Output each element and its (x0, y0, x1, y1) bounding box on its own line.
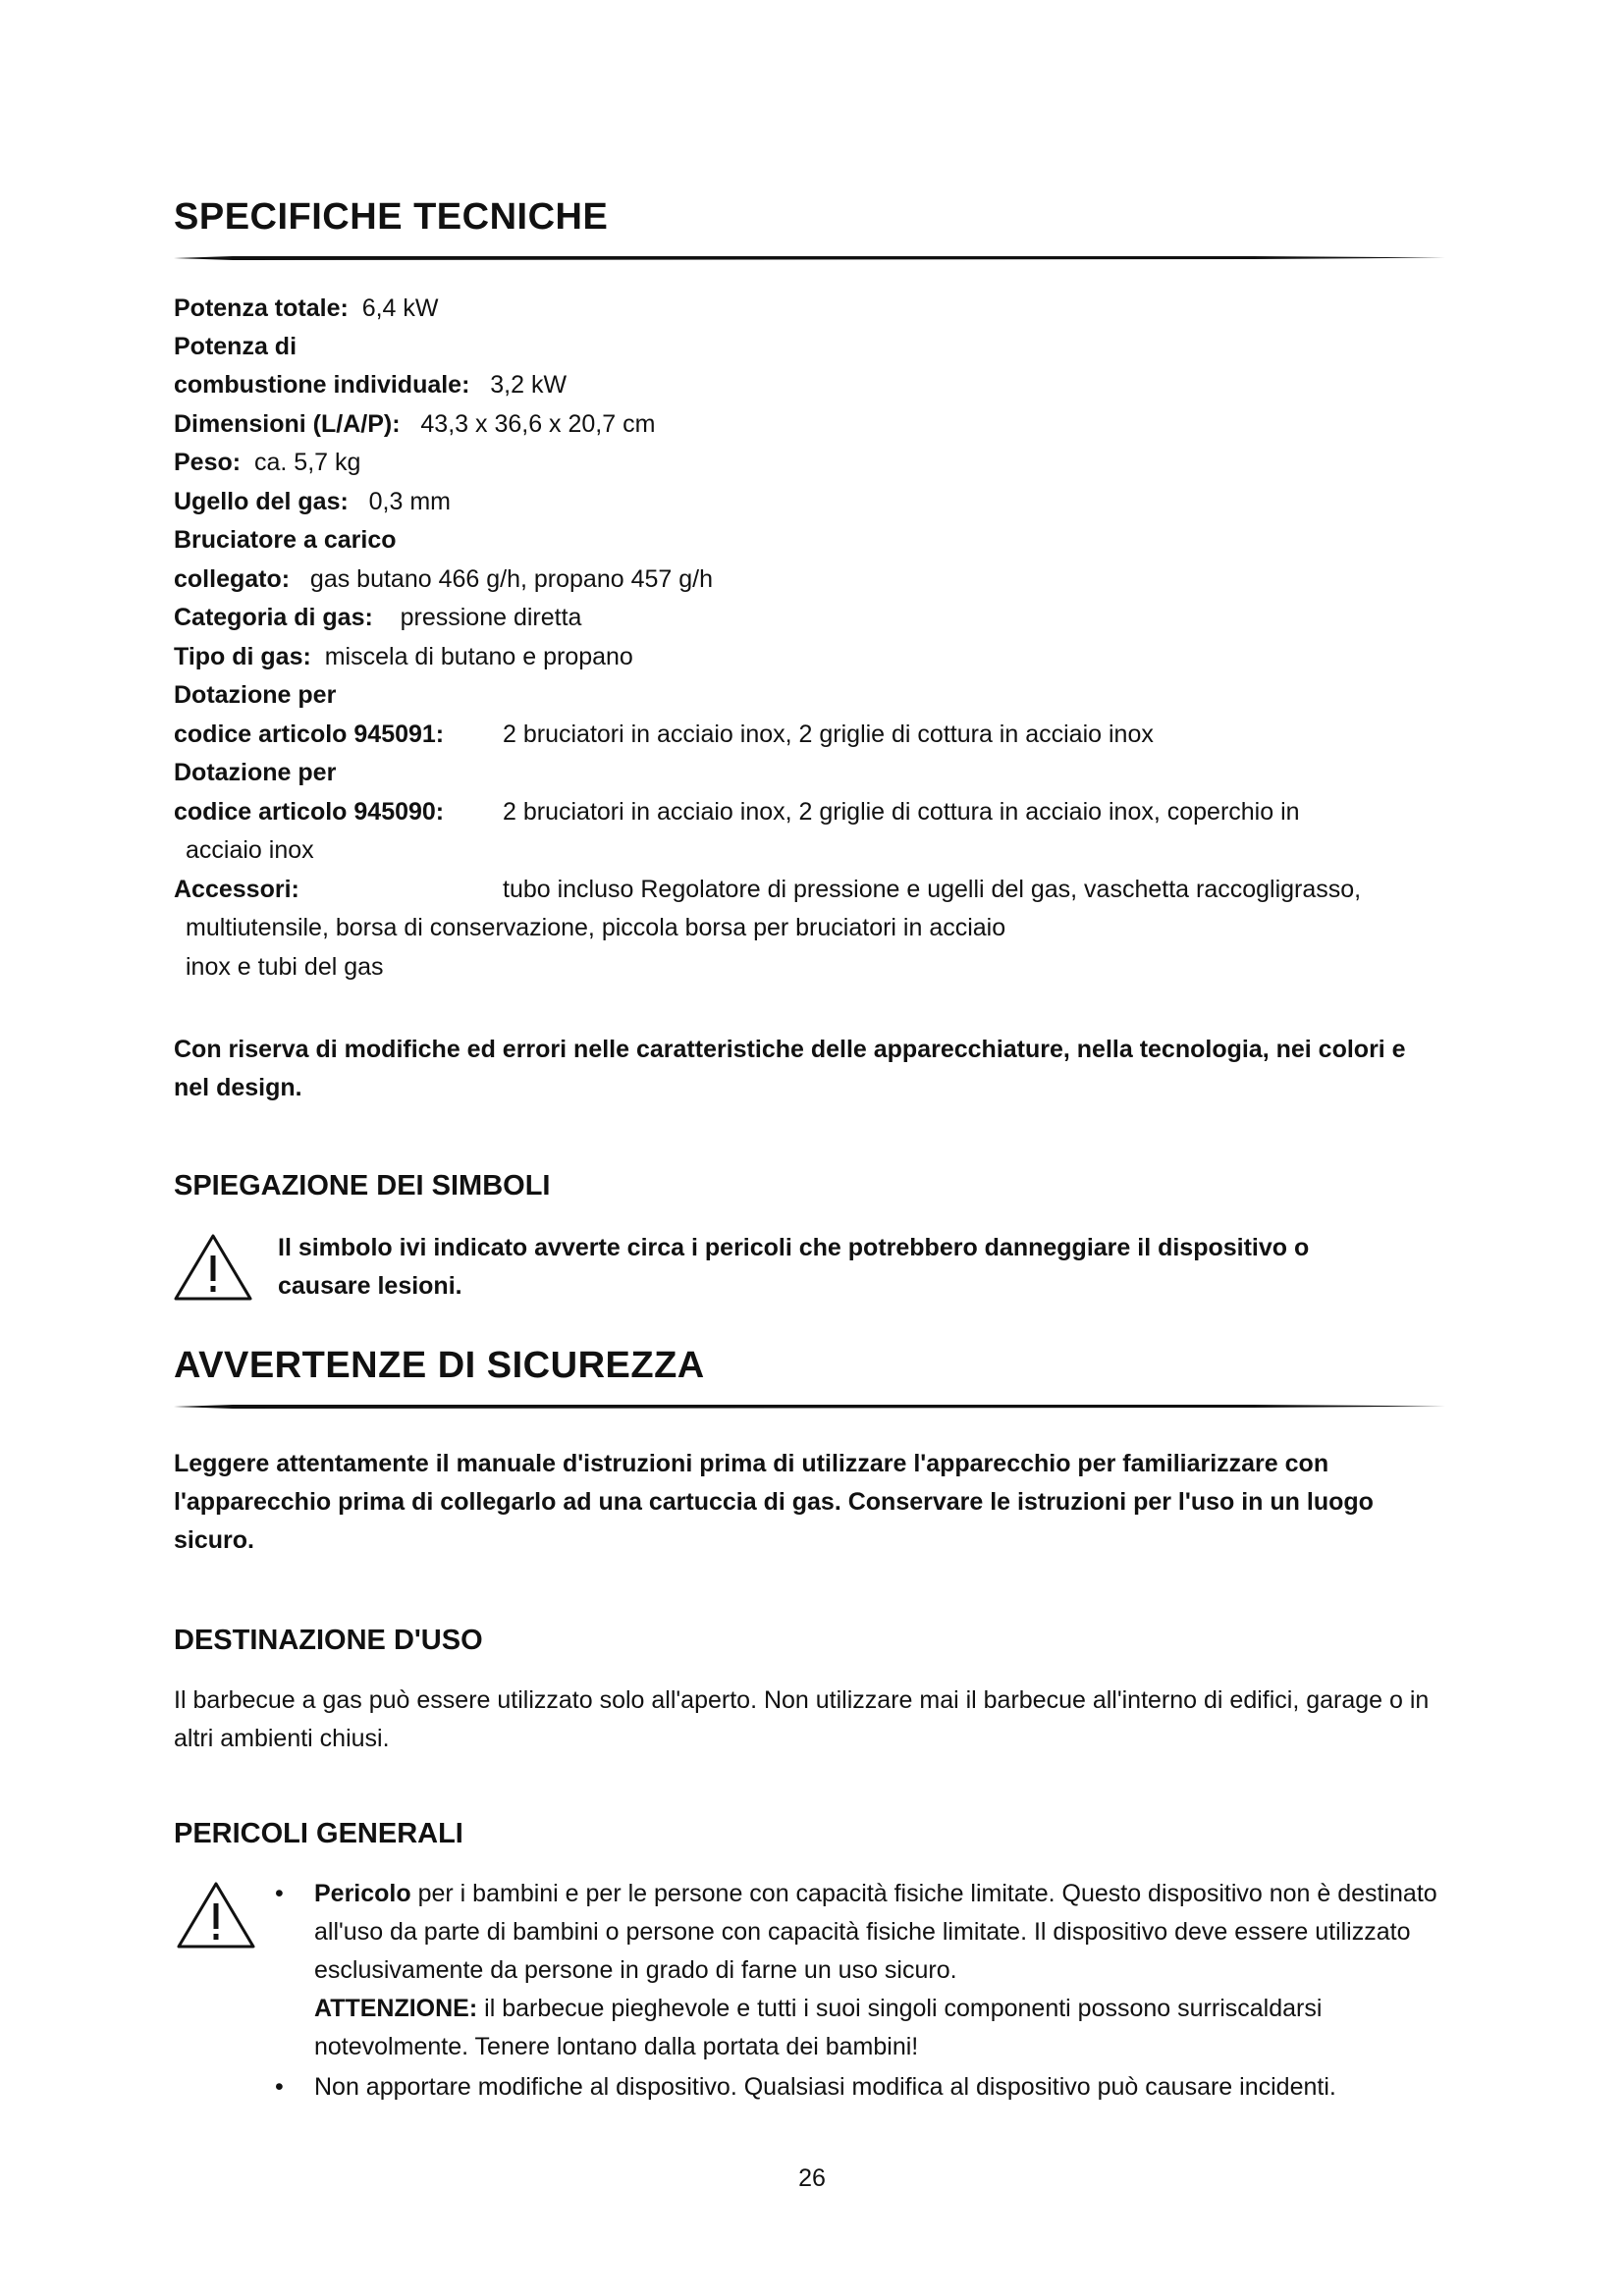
heading-specifiche-tecniche: SPECIFICHE TECNICHE (174, 196, 609, 238)
list-item (275, 2068, 1443, 2107)
spec-label: Ugello del gas: (174, 488, 349, 515)
heading-spiegazione-simboli: SPIEGAZIONE DEI SIMBOLI (174, 1170, 551, 1201)
spec-label: codice articolo 945090: (174, 798, 445, 826)
spec-value: miscela di butano e propano (324, 643, 633, 670)
safety-intro-text: Leggere attentamente il manuale d'istruzioni prima di utilizzare l'apparecchio per familiarizzare con l'apparecchio prima di collegarlo ad una cartuccia di gas. Conservare le istruzioni per l'uso in un luogo sicuro. (174, 1450, 1374, 1554)
spec-label: Accessori: (174, 876, 299, 903)
hazard-text: per i bambini e per le persone con capacità fisiche limitate. Questo dispositivo non è destinato all'uso da parte di bambini o persone con capacità fisiche limitate. Il dispositivo deve essere utilizzato esclusivamente da persone in grado di farne un uso sicuro. (314, 1880, 1437, 1984)
spec-value: 43,3 x 36,6 x 20,7 cm (420, 410, 656, 438)
spec-value: multiutensile, borsa di conservazione, piccola borsa per bruciatori in acciaio (186, 914, 1006, 941)
heading-rule (174, 1402, 1445, 1412)
spec-value: 6,4 kW (361, 294, 439, 322)
spec-value: 2 bruciatori in acciaio inox, 2 griglie di cottura in acciaio inox, coperchio in (503, 798, 1300, 826)
spec-value: 2 bruciatori in acciaio inox, 2 griglie di cottura in acciaio inox (503, 721, 1154, 748)
spec-label: Potenza totale: (174, 294, 349, 322)
spec-value: inox e tubi del gas (186, 953, 384, 981)
spec-label: Dotazione per (174, 681, 337, 709)
spec-label: combustione individuale: (174, 371, 470, 399)
hazard-text: Non apportare modifiche al dispositivo. Qualsiasi modifica al dispositivo può causare incidenti. (314, 2073, 1336, 2101)
spec-label: Tipo di gas: (174, 643, 311, 670)
spec-value: ca. 5,7 kg (254, 449, 361, 476)
spec-label: codice articolo 945091: (174, 721, 445, 748)
heading-pericoli-generali: PERICOLI GENERALI (174, 1818, 463, 1849)
spec-value: tubo incluso Regolatore di pressione e ugelli del gas, vaschetta raccogligrasso, (503, 876, 1362, 903)
spec-label: Peso: (174, 449, 242, 476)
spec-label: Bruciatore a carico (174, 526, 397, 554)
bullet: • (275, 2073, 284, 2101)
spec-label: collegato: (174, 565, 291, 593)
spec-label: Potenza di (174, 333, 298, 360)
list-item (275, 1875, 1443, 2066)
spec-value: 0,3 mm (368, 488, 452, 515)
attention-keyword: ATTENZIONE: (314, 1995, 478, 2022)
spec-value: pressione diretta (400, 604, 582, 631)
hazard-keyword: Pericolo (314, 1880, 411, 1907)
spec-value: acciaio inox (186, 836, 314, 864)
general-hazards-list (275, 1875, 1443, 2107)
spec-label: Dimensioni (L/A/P): (174, 410, 401, 438)
disclaimer-text: Con riserva di modifiche ed errori nelle caratteristiche delle apparecchiature, nella tecnologia, nei colori e nel design. (174, 1036, 1406, 1101)
spec-value: 3,2 kW (490, 371, 568, 399)
bullet: • (275, 1880, 284, 1907)
page-number: 26 (798, 2164, 826, 2192)
heading-rule (174, 253, 1445, 263)
spec-label: Dotazione per (174, 759, 337, 786)
symbol-explanation-text: Il simbolo ivi indicato avverte circa i pericoli che potrebbero danneggiare il dispositivo o causare lesioni. (278, 1234, 1310, 1300)
intended-use-text: Il barbecue a gas può essere utilizzato solo all'aperto. Non utilizzare mai il barbecue all'interno di edifici, garage o in altri ambienti chiusi. (174, 1686, 1430, 1752)
attention-text: il barbecue pieghevole e tutti i suoi singoli componenti possono surriscaldarsi notevolmente. Tenere lontano dalla portata dei bambini! (314, 1995, 1323, 2060)
heading-destinazione-uso: DESTINAZIONE D'USO (174, 1625, 483, 1656)
warning-triangle-icon (172, 1232, 254, 1303)
spec-value: gas butano 466 g/h, propano 457 g/h (309, 565, 713, 593)
heading-avvertenze-sicurezza: AVVERTENZE DI SICUREZZA (174, 1345, 705, 1386)
spec-label: Categoria di gas: (174, 604, 373, 631)
warning-triangle-icon (175, 1880, 257, 1950)
